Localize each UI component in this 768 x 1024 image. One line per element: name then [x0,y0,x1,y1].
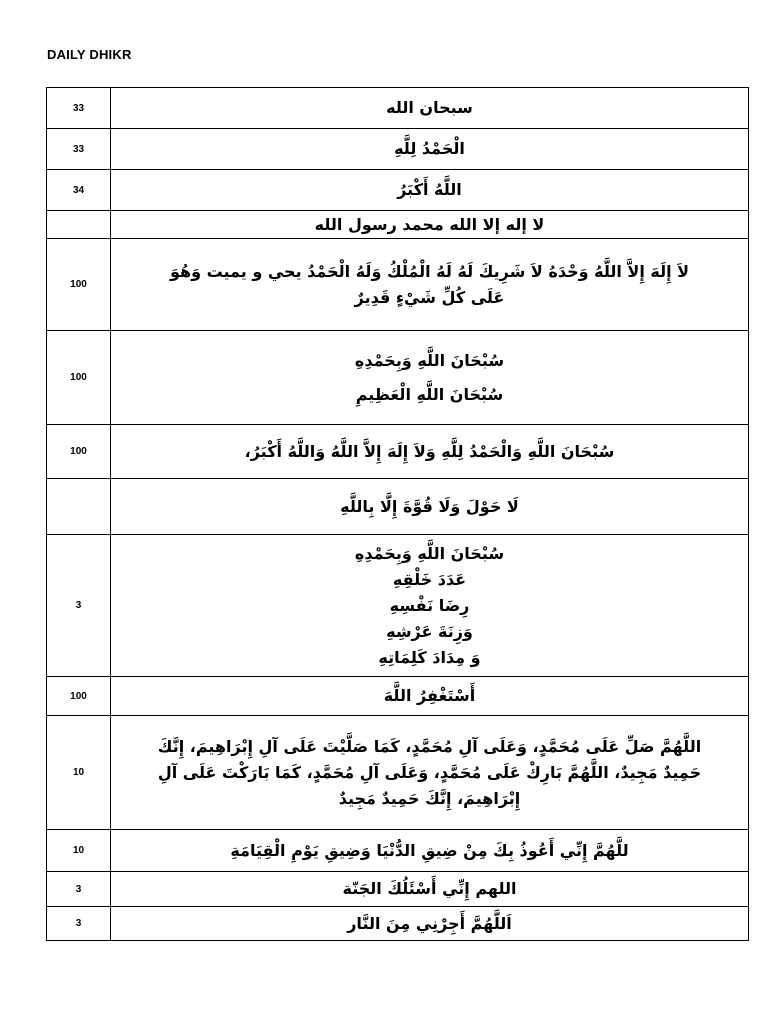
table-row [47,479,749,535]
repetition-count: 33 [47,129,111,170]
dhikr-line: سُبْحَانَ اللَّهِ وَالْحَمْدُ لِلَّهِ وَلاَ إِلَهَ إِلاَّ اللَّهُ وَاللَّهُ أَكْبَرُ، [244,441,615,461]
dhikr-line: اللَّهُمَّ صَلِّ عَلَى مُحَمَّدٍ، وَعَلَى آلِ مُحَمَّدٍ، كَمَا صَلَّيْتَ عَلَى آلِ إِبْرَاهِيمَ، إِنَّكَ [157,736,702,756]
table-row [47,907,749,941]
table-row [47,331,749,425]
dhikr-text [111,479,749,535]
dhikr-text [111,425,749,479]
dhikr-line: سبحان الله [386,98,473,117]
dhikr-text [111,907,749,941]
table-row [47,677,749,716]
dhikr-text [111,211,749,239]
repetition-count: 100 [47,425,111,479]
page-title: DAILY DHIKR [47,47,132,62]
dhikr-line: لَا حَوْلَ وَلَا قُوَّةَ إِلَّا بِاللَّهِ [340,496,519,516]
dhikr-text [111,129,749,170]
repetition-count: 10 [47,830,111,872]
table-row [47,425,749,479]
dhikr-text [111,716,749,830]
table-row [47,129,749,170]
repetition-count: 3 [47,907,111,941]
dhikr-text [111,88,749,129]
table-row [47,211,749,239]
dhikr-text [111,830,749,872]
dhikr-line: إِبْرَاهِيمَ، إِنَّكَ حَمِيدٌ مَجِيدٌ [338,788,521,808]
repetition-count: 3 [47,535,111,677]
dhikr-line: لا إله إلا الله محمد رسول الله [314,214,545,234]
dhikr-line: رِضَا نَفْسِهِ [389,595,470,615]
table-row [47,830,749,872]
repetition-count: 34 [47,170,111,211]
dhikr-text [111,331,749,425]
dhikr-line: اللهم إِنِّي أَسْئَلُكَ الجَنّة [342,879,517,898]
dhikr-line: لاَ إِلَهَ إِلاَّ اللَّهُ وَحْدَهُ لاَ شَرِيكَ لَهُ لَهُ الْمُلْكُ وَلَهُ الْحَمْدُ يحي و يميت وَهُوَ [169,261,690,281]
dhikr-line: وَ مِدَادَ كَلِمَاتِهِ [378,647,481,667]
dhikr-line: عَدَدَ خَلْقِهِ [392,569,467,589]
repetition-count [47,479,111,535]
repetition-count: 33 [47,88,111,129]
dhikr-line: أَسْتَغْفِرُ اللَّهَ [383,686,476,705]
dhikr-text [111,872,749,907]
dhikr-text [111,239,749,331]
dhikr-line: سُبْحَانَ اللَّهِ وَبِحَمْدِهِ [354,350,505,370]
table-row [47,239,749,331]
repetition-count: 3 [47,872,111,907]
repetition-count: 100 [47,677,111,716]
dhikr-line: سُبْحَانَ اللَّهِ الْعَظِيمِ [355,384,504,404]
dhikr-line: عَلَى كُلِّ شَيْءٍ قَدِيرٌ [354,287,505,307]
dhikr-text [111,535,749,677]
dhikr-table-body [47,88,749,941]
repetition-count: 100 [47,331,111,425]
table-row [47,170,749,211]
line-gap [111,374,748,382]
dhikr-line: اَللَّهُمَّ أَجِرْنِي مِنَ النَّار [347,913,512,933]
dhikr-table [46,87,749,941]
dhikr-line: الْحَمْدُ لِلَّهِ [394,139,465,158]
dhikr-line: حَمِيدٌ مَجِيدٌ، اللَّهُمَّ بَارِكْ عَلَى مُحَمَّدٍ، وَعَلَى آلِ مُحَمَّدٍ، كَمَا بَارَكْتَ عَلَى آلِ [157,762,702,782]
repetition-count: 100 [47,239,111,331]
dhikr-text [111,170,749,211]
repetition-count [47,211,111,239]
dhikr-line: للَّهُمَّ إِنِّي أَعُوذُ بِكَ مِنْ ضِيقِ الدُّنْيَا وَضِيقِ يَوْمِ الْقِيَامَةِ [230,840,629,860]
dhikr-text [111,677,749,716]
dhikr-line: سُبْحَانَ اللَّهِ وَبِحَمْدِهِ [354,543,505,563]
dhikr-line: اللَّهُ أَكْبَرُ [397,180,462,199]
table-row [47,535,749,677]
repetition-count: 10 [47,716,111,830]
table-row [47,872,749,907]
table-row [47,716,749,830]
dhikr-line: وَزِنَةَ عَرْشِهِ [386,621,473,641]
table-row [47,88,749,129]
